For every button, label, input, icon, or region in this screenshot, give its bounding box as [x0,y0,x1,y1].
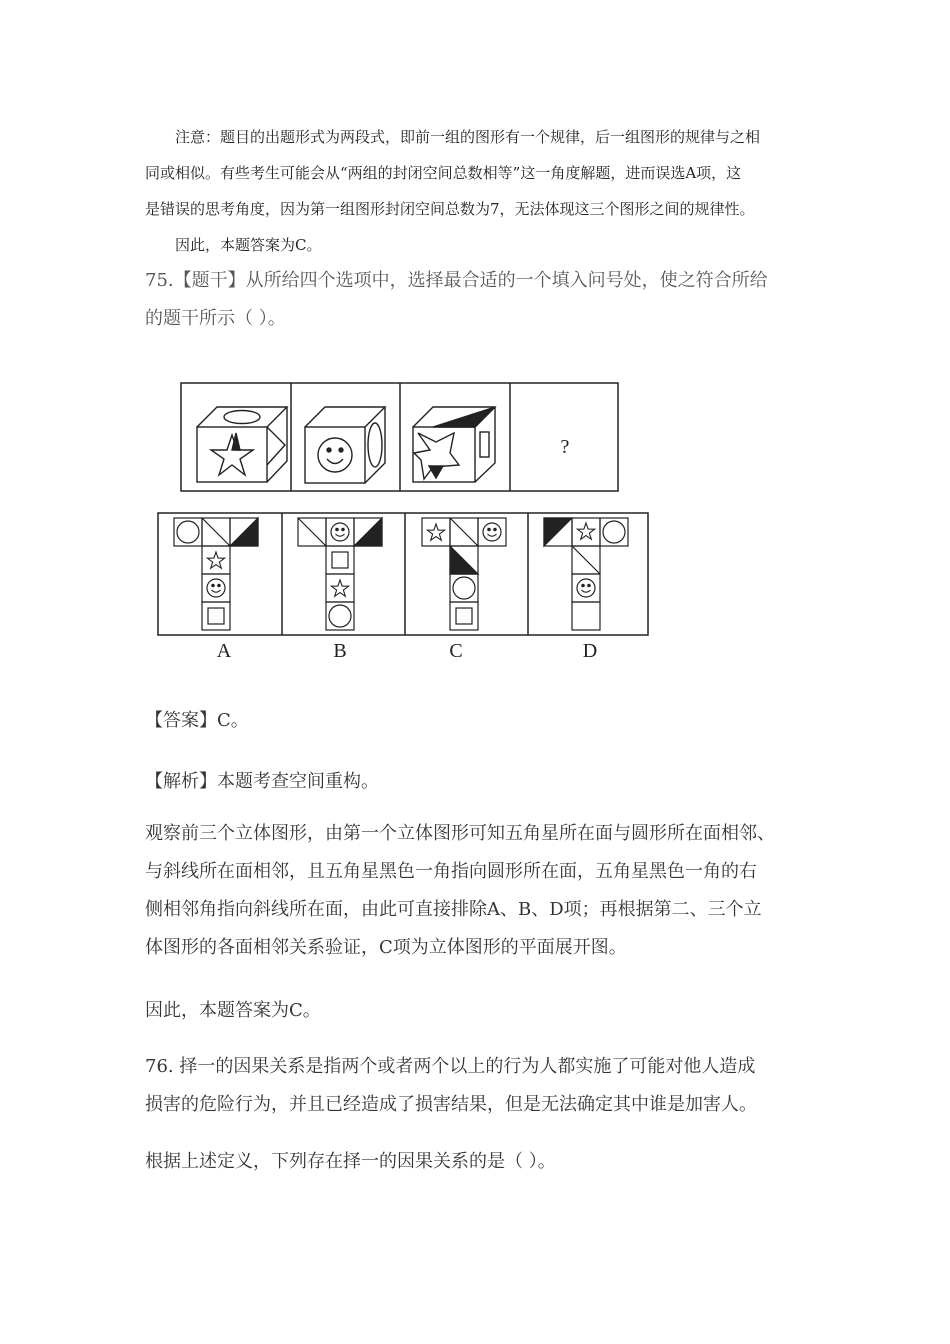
note-paragraph [145,119,815,263]
option-label-c: C [449,640,463,662]
analysis-body [145,815,815,967]
analysis-line-3: 侧相邻角指向斜线所在面，由此可直接排除A、B、D项；再根据第二、三个立 [145,899,762,920]
question-75-stem [145,262,815,338]
question-75-line-1: 75.【题干】从所给四个选项中，选择最合适的一个填入问号处，使之符合所给 [145,270,768,291]
option-b-net [298,518,382,630]
question-76-stem [145,1048,815,1124]
note-line-3: 是错误的思考角度，因为第一组图形封闭空间总数为7，无法体现这三个图形之间的规律性。 [145,200,755,218]
cube-1 [197,407,287,482]
option-nets [158,513,648,662]
question-76-line-2: 损害的危险行为，并且已经造成了损害结果，但是无法确定其中谁是加害人。 [145,1094,757,1115]
question-76-prompt: 根据上述定义，下列存在择一的因果关系的是（ ）。 [145,1151,556,1172]
question-mark: ? [560,436,570,458]
option-label-d: D [582,640,598,662]
cube-2 [305,407,385,483]
note-line-1: 注意：题目的出题形式为两段式，即前一组的图形有一个规律，后一组图形的规律与之相 [175,128,761,146]
option-d-net [544,518,628,630]
option-label-b: B [333,640,347,662]
cube-3 [413,407,495,482]
note-conclusion: 因此，本题答案为C。 [175,236,322,254]
option-c-net [422,518,506,630]
spatial-reasoning-figure [150,375,655,665]
analysis-conclusion: 因此，本题答案为C。 [145,1000,321,1021]
analysis-line-1: 观察前三个立体图形，由第一个立体图形可知五角星所在面与圆形所在面相邻、 [145,823,775,844]
note-line-2: 同或相似。有些考生可能会从“两组的封闭空间总数相等”这一角度解题，进而误选A项，这 [145,164,742,182]
analysis-line-4: 体图形的各面相邻关系验证，C项为立体图形的平面展开图。 [145,937,627,958]
option-label-a: A [216,640,232,662]
analysis-line-2: 与斜线所在面相邻，且五角星黑色一角指向圆形所在面，五角星黑色一角的右 [145,861,757,882]
question-76-line-1: 76. 择一的因果关系是指两个或者两个以上的行为人都实施了可能对他人造成 [145,1056,756,1077]
option-a-net [174,518,258,630]
analysis-heading: 【解析】本题考查空间重构。 [145,771,379,792]
cube-panels [181,383,618,491]
answer: 【答案】C。 [145,710,249,731]
question-75-line-2: 的题干所示（ ）。 [145,308,286,329]
